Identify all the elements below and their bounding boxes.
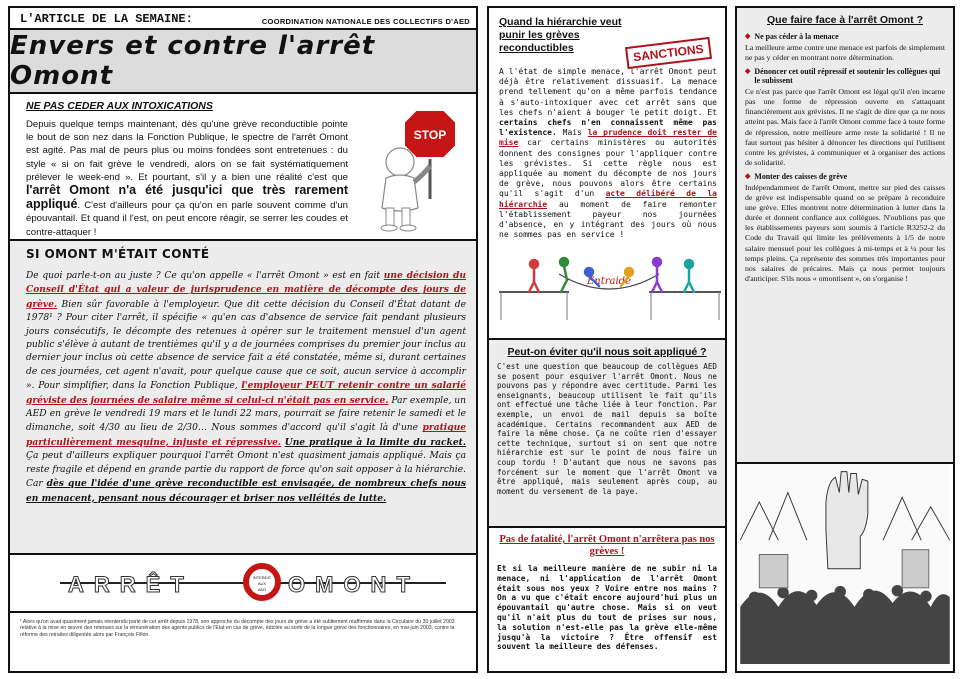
- no-entry-sign-icon: INTERDIT AUX AED: [243, 563, 281, 601]
- action-item: ◆ Monter des caisses de grève: [745, 171, 848, 181]
- avoid-question-box: [489, 338, 725, 528]
- footnote: ¹ Alors qu'on avait quasiment jamais réentendu parlé de cet arrêt depuis 1978, son approche du décompte des jours de grève a été subitement réaffirmée dans la Circulaire du 30 juillet 2003 relative à la mise en œuvre des retenues sur la rémunération des agents publics de l'Etat en cas de grève, édictée au sortir de la longue grève des fonctionnaires, en mai-juin 2003, contre la réforme des retraites diligentée alors par François Fillon.: [20, 619, 455, 638]
- section-omont-tale: [10, 239, 476, 555]
- no-fatality-text: Et si la meilleure manière de ne subir ni la menace, ni l'application de l'arrêt Omont était sous nos yeux ? Voire entre nos mains ? On a vu que c'était encore aujourd'hui plus un épouvantail qu'autre chose. Mais si on veut qu'il n'ait plus du tout de prises sur nous, la solution n'est-elle pas la grève elle-même jusqu'à la victoire ? Être offensif est souvent la meilleure des défenses.: [497, 564, 717, 652]
- logo-text-left: ARRÊT: [68, 572, 194, 597]
- article-column-main: [8, 6, 478, 673]
- action-text: Ce n'est pas parce que l'arrêt Omont est légal qu'il n'en incarne pas une forme de répression ouverte en s'attaquant financièrement aux grévistes. Il ne s'agit de dire que ça ne nous atteint pas. Mais face à l'arrêt Omont comme face à toute forme de répression, notre meilleure arme reste la solidarité ! Il ne faut surtout pas hésiter à dénoncer les directions qui l'utilisent contre les grévistes, à communiquer et à organiser des actions de solidarité.: [745, 87, 945, 167]
- section-intox: [10, 94, 476, 239]
- no-fatality-box: [489, 528, 725, 658]
- section-omont-text: De quoi parle-t-on au juste ? Ce qu'on appelle « l'arrêt Omont » est en fait une décision du Conseil d'État qui a valeur de jurisprudence en matière de décompte des jours de grève. Bien sûr favorable à l'employeur. Que dit cette décision du Conseil d'État datant de 1978¹ ? Pour citer l'arrêt, il spécifie « qu'en cas d'absence de service fait pendant plusieurs jours consécutifs, le décompte des retenues à opérer sur le traitement mensuel d'un agent public s'élève à autant de trentièmes qu'il y a de journées comprises du premier jour inclus au dernier jour inclus où cette absence de service fait a été constatée, même si, durant certaines de ces journées, cet agent n'avait, pour quelque cause que ce soit, aucun service à accomplir ». Pour simplifier, dans la Fonction Publique, l'employeur PEUT retenir contre un salarié gréviste des journées de salaire même si celui-ci n'était pas en service. Par exemple, un AED en grève le vendredi 19 mars et le lundi 22 mars, pourrait se faire retenir le samedi et le dimanche, soit 4/30 au lieu de 2/30… Nous sommes d'accord qu'il s'agit là d'une pratique particulièrement mesquine, injuste et répressive. Une pratique à la limite du racket. Ça peut d'ailleurs expliquer pourquoi l'arrêt Omont n'est quasiment jamais appliqué. Mais ça reste fragile et dépend en grande partie du rapport de force qu'on sait opposer à la hiérarchie. Car dès que l'idée d'une grève reconductible est envisagée, de nombreux chefs nous en menacent, pensant nous décourager et briser nos velléités de lutte.: [26, 270, 466, 504]
- raised-fist-crowd-illustration: [737, 464, 953, 664]
- hierarchy-text: A l'état de simple menace, l'arrêt Omont peut déjà être relativement dissuasif. La menace prend tellement qu'on a même parfois tendance à s'auto-intoxiquer avec cet arrêt sans que les chefs n'aient à bouger le petit doigt. Et certains chefs n'en connaissent même pas l'existence. Mais la prudence doit rester de mise car certains ministères ou autorités donnent des consignes pour l'appliquer contre les grévistes. Si cette règle nous est appliquée au moment du décompte de nos jours de grève, nous pouvons alors être certains qu'il s'agit d'un acte délibéré de la hiérarchie au moment de faire remonter l'établissement payeur nos journées d'absence, en y intégrant des jours où nous ne sommes pas en service !: [499, 67, 717, 240]
- arret-omont-logo: [10, 555, 476, 613]
- people-bridge-illustration: [489, 244, 727, 322]
- action-text: La meilleure arme contre une menace est parfois de simplement ne pas y céder en montrant notre détermination.: [745, 43, 945, 63]
- section-intox-text: Depuis quelque temps maintenant, dès qu'une grève reconductible pointe le bout de son nez dans la Fonction Publique, le spectre de l'arrêt Omont est agité. Pas mal de peurs plus ou moins fondées sont entretenues : du style « si on fait grève le vendredi, alors on se fait systématiquement prélever le week-end ». Et pourtant, s'il y a bien une réalité c'est que l'arrêt Omont n'a été jusqu'ici que très rarement appliqué. C'est d'ailleurs pour ça qu'on en parle souvent comme d'un épouvantail. Et quand il l'est, on peut encore réagir, se serrer les coudes et contre-attaquer !: [26, 119, 348, 238]
- diamond-bullet-icon: ◆: [745, 171, 751, 180]
- what-to-do-box: [737, 8, 953, 464]
- stop-sign-figure-illustration: [368, 104, 458, 234]
- diamond-bullet-icon: ◆: [745, 32, 751, 40]
- kicker-row: [10, 8, 476, 30]
- diamond-bullet-icon: ◆: [745, 67, 751, 76]
- article-title: Envers et contre l'arrêt Omont: [10, 31, 376, 91]
- hierarchy-heading: Quand la hiérarchie veut punir les grèves reconductibles: [499, 16, 622, 54]
- entraide-label: Entraide: [586, 276, 632, 288]
- avoid-question-heading: Peut-on éviter qu'il nous soit appliqué ?: [507, 346, 707, 358]
- masthead: [10, 30, 476, 94]
- stop-sign-text: STOP: [413, 128, 447, 142]
- sanctions-stamp: SANCTIONS: [625, 37, 712, 69]
- action-text: Indépendamment de l'arrêt Omont, mettre sur pied des caisses de grève est indispensable quand on se prépare à reconduire une grève. Elles montrent notre détermination à lutter dans la durée et donnent confiance aux collègues. N'oublions pas que les établissements payeurs sont soumis à l'article R3252-2 du Code du Travail qui limite les prélèvements à 1/5 de notre salaire mensuel pour les collègues à mi-temps et à ¼ pour les temps pleins. Ça représente des sommes très importantes pour nos salaires de précaires. Mais ça nous permet toujours d'anticiper. S'ils nous « omontisent », on s'organise !: [745, 182, 945, 283]
- no-fatality-heading: Pas de fatalité, l'arrêt Omont n'arrêtera pas nos grèves !: [499, 534, 715, 557]
- article-column-middle: [487, 6, 727, 673]
- organization-name: COORDINATION NATIONALE DES COLLECTIFS D'AED: [261, 17, 470, 26]
- kicker-label: L'ARTICLE DE LA SEMAINE:: [20, 12, 193, 26]
- what-to-do-heading: Que faire face à l'arrêt Omont ?: [767, 14, 923, 26]
- article-column-right: [735, 6, 955, 673]
- avoid-question-text: C'est une question que beaucoup de collègues AED se posent pour esquiver l'arrêt Omont. Nous ne pouvons pas y répondre avec certitude. Parmi les enseignants, beaucoup utilisent le fait qu'ils ont effectué une tâche liée à leur fonction. Par exemple, un envoi de mail depuis sa boîte académique. Certains recommandent aux AED de faire la même chose. Ça ne coûte rien d'essayer cette technique, surtout si on sent que notre hiérarchie est sur le point de nous faire un coup tordu ! D'autant que nous ne savons pas forcément sur le moment que l'arrêt Omont va être appliqué, mais seulement après coup, au moment du versement de la paye.: [497, 362, 717, 496]
- section-intox-heading: NE PAS CEDER AUX INTOXICATIONS: [26, 100, 213, 112]
- action-item: ◆ Dénoncer cet outil répressif et soutenir les collègues qui le subissent: [745, 67, 941, 86]
- action-item: ◆ Ne pas céder à la menace: [745, 32, 839, 41]
- logo-text-right: OMONT: [288, 572, 420, 597]
- section-omont-heading: SI OMONT M'ÉTAIT CONTÉ: [26, 247, 210, 261]
